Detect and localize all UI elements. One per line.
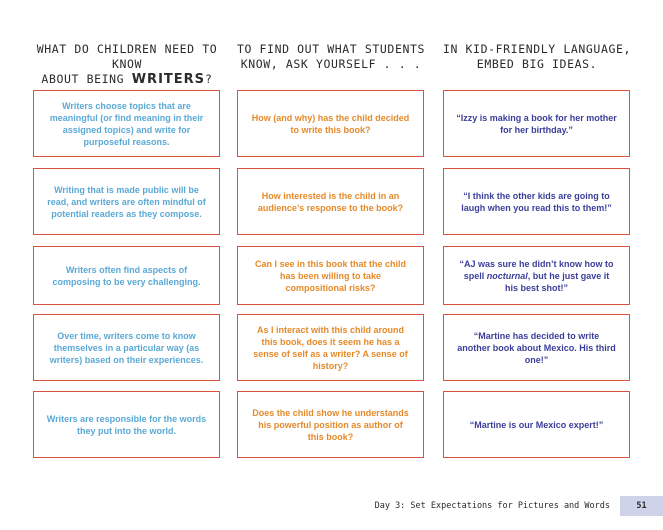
page-number: 51 <box>636 501 647 511</box>
header-line: KNOW, ASK YOURSELF . . . <box>240 57 422 71</box>
need-box-2 <box>33 168 220 235</box>
ask-box-4 <box>237 314 424 381</box>
ask-text: Can I see in this book that the child has been willing to take compositional risks? <box>254 258 407 293</box>
page-number-tab <box>620 496 663 516</box>
ask-text: How interested is the child in an audience’s response to the book? <box>257 190 404 213</box>
embed-box-1 <box>443 90 630 157</box>
need-box-3 <box>33 246 220 305</box>
need-box-5 <box>33 391 220 458</box>
page-footer <box>300 496 663 516</box>
embed-text: “Martine has decided to write another book about Mexico. His third one!” <box>457 330 616 365</box>
embed-text: “Martine is our Mexico expert!” <box>469 419 604 430</box>
ask-text: How (and why) has the child decided to write this book? <box>251 112 410 135</box>
ask-box-5 <box>237 391 424 458</box>
embed-text: “I think the other kids are going to laugh when you read this to them!” <box>461 190 612 213</box>
header-line: IN KID-FRIENDLY LANGUAGE, <box>442 42 632 56</box>
header-text: ? <box>205 72 213 86</box>
header-find-out-what-students-know <box>231 42 431 72</box>
ask-text: As I interact with this child around this book, does it seem he has a sense of self as a writer? A sense of history? <box>253 324 408 371</box>
embed-text <box>456 258 617 294</box>
embed-box-3 <box>443 246 630 305</box>
need-box-4 <box>33 314 220 381</box>
embed-text-italic: nocturnal <box>486 270 528 281</box>
ask-box-1 <box>237 90 424 157</box>
need-text: Writers often find aspects of composing to be very challenging. <box>52 264 201 287</box>
embed-box-2 <box>443 168 630 235</box>
need-text: Writing that is made public will be read, and writers are often mindful of potential readers as they compose. <box>47 184 206 219</box>
header-line: EMBED BIG IDEAS. <box>476 57 598 71</box>
embed-text-end: , but he just gave it his best shot!” <box>504 270 610 293</box>
embed-text-start: “AJ was sure he didn’t know how to spell <box>459 258 614 281</box>
header-line: TO FIND OUT WHAT STUDENTS <box>236 42 426 56</box>
ask-text: Does the child show he understands his powerful position as author of this book? <box>252 407 409 442</box>
header-emphasis-writers: WRITERS <box>131 72 206 87</box>
header-line <box>27 72 227 87</box>
header-children-need-to-know <box>27 42 227 87</box>
embed-box-5 <box>443 391 630 458</box>
ask-box-2 <box>237 168 424 235</box>
embed-text: “Izzy is making a book for her mother for her birthday.” <box>456 112 617 135</box>
need-text: Writers are responsible for the words they put into the world. <box>46 413 207 436</box>
header-line: WHAT DO CHILDREN NEED TO KNOW <box>36 42 218 71</box>
footer-section-title: Day 3: Set Expectations for Pictures and Words <box>374 501 610 511</box>
header-kid-friendly-language <box>437 42 637 72</box>
ask-box-3 <box>237 246 424 305</box>
need-box-1 <box>33 90 220 157</box>
header-text: ABOUT BEING <box>41 72 132 86</box>
need-text: Over time, writers come to know themselves in a particular way (as writers) based on their experiences. <box>49 330 204 365</box>
need-text: Writers choose topics that are meaningful (or find meaning in their assigned topics) and write for purposeful reasons. <box>49 100 204 147</box>
embed-box-4 <box>443 314 630 381</box>
